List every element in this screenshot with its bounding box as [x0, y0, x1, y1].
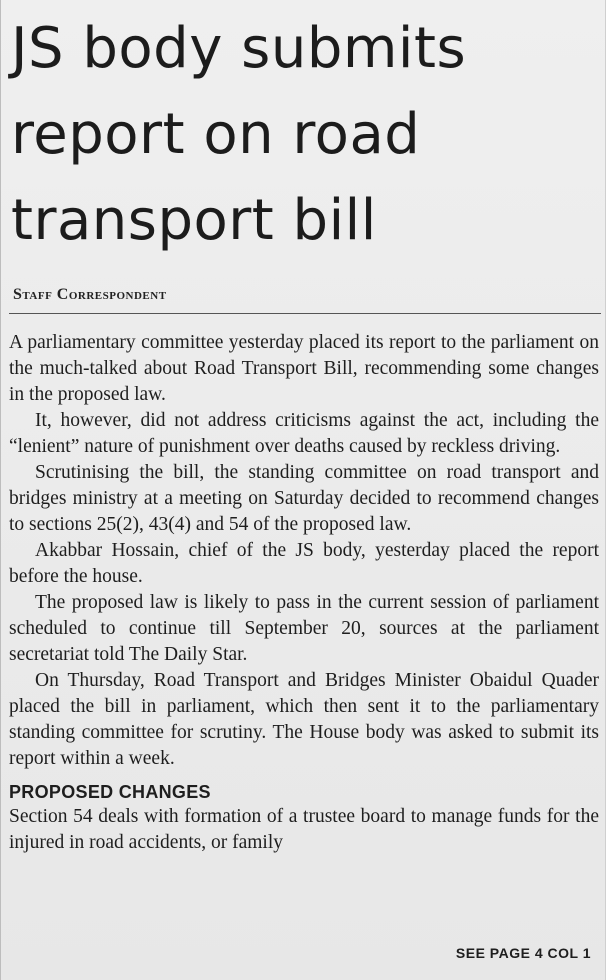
byline: Staff Correspondent — [13, 286, 167, 303]
headline-line-2: report on road — [11, 102, 421, 167]
continued-jump-line: SEE PAGE 4 COL 1 — [455, 945, 591, 961]
headline-line-1: JS body submits — [11, 16, 467, 81]
subhead: PROPOSED CHANGES — [9, 782, 211, 802]
headline — [11, 6, 601, 264]
paragraph-4: Akabbar Hossain, chief of the JS body, yesterday placed the report before the house. — [9, 540, 599, 587]
paragraph-6: On Thursday, Road Transport and Bridges Minister Obaidul Quader placed the bill in parliament, which then sent it to the parliamentary standing committee for scrutiny. The House body was asked to submit its report within a week. — [9, 670, 599, 769]
paragraph-1: A parliamentary committee yesterday placed its report to the parliament on the much-talked about Road Transport Bill, recommending some changes in the proposed law. — [9, 332, 599, 405]
paragraph-3: Scrutinising the bill, the standing committee on road transport and bridges ministry at a meeting on Saturday decided to recommend changes to sections 25(2), 43(4) and 54 of the proposed law. — [9, 462, 599, 535]
article-body — [9, 330, 599, 856]
paragraph-2: It, however, did not address criticisms against the act, including the “lenient” nature of punishment over deaths caused by reckless driving. — [9, 410, 599, 457]
paragraph-5: The proposed law is likely to pass in the current session of parliament scheduled to continue till September 20, sources at the parliament secretariat told The Daily Star. — [9, 592, 599, 665]
byline-divider — [9, 313, 601, 314]
paragraph-7: Section 54 deals with formation of a trustee board to manage funds for the injured in road accidents, or family — [9, 806, 599, 853]
headline-line-3: transport bill — [11, 188, 377, 253]
